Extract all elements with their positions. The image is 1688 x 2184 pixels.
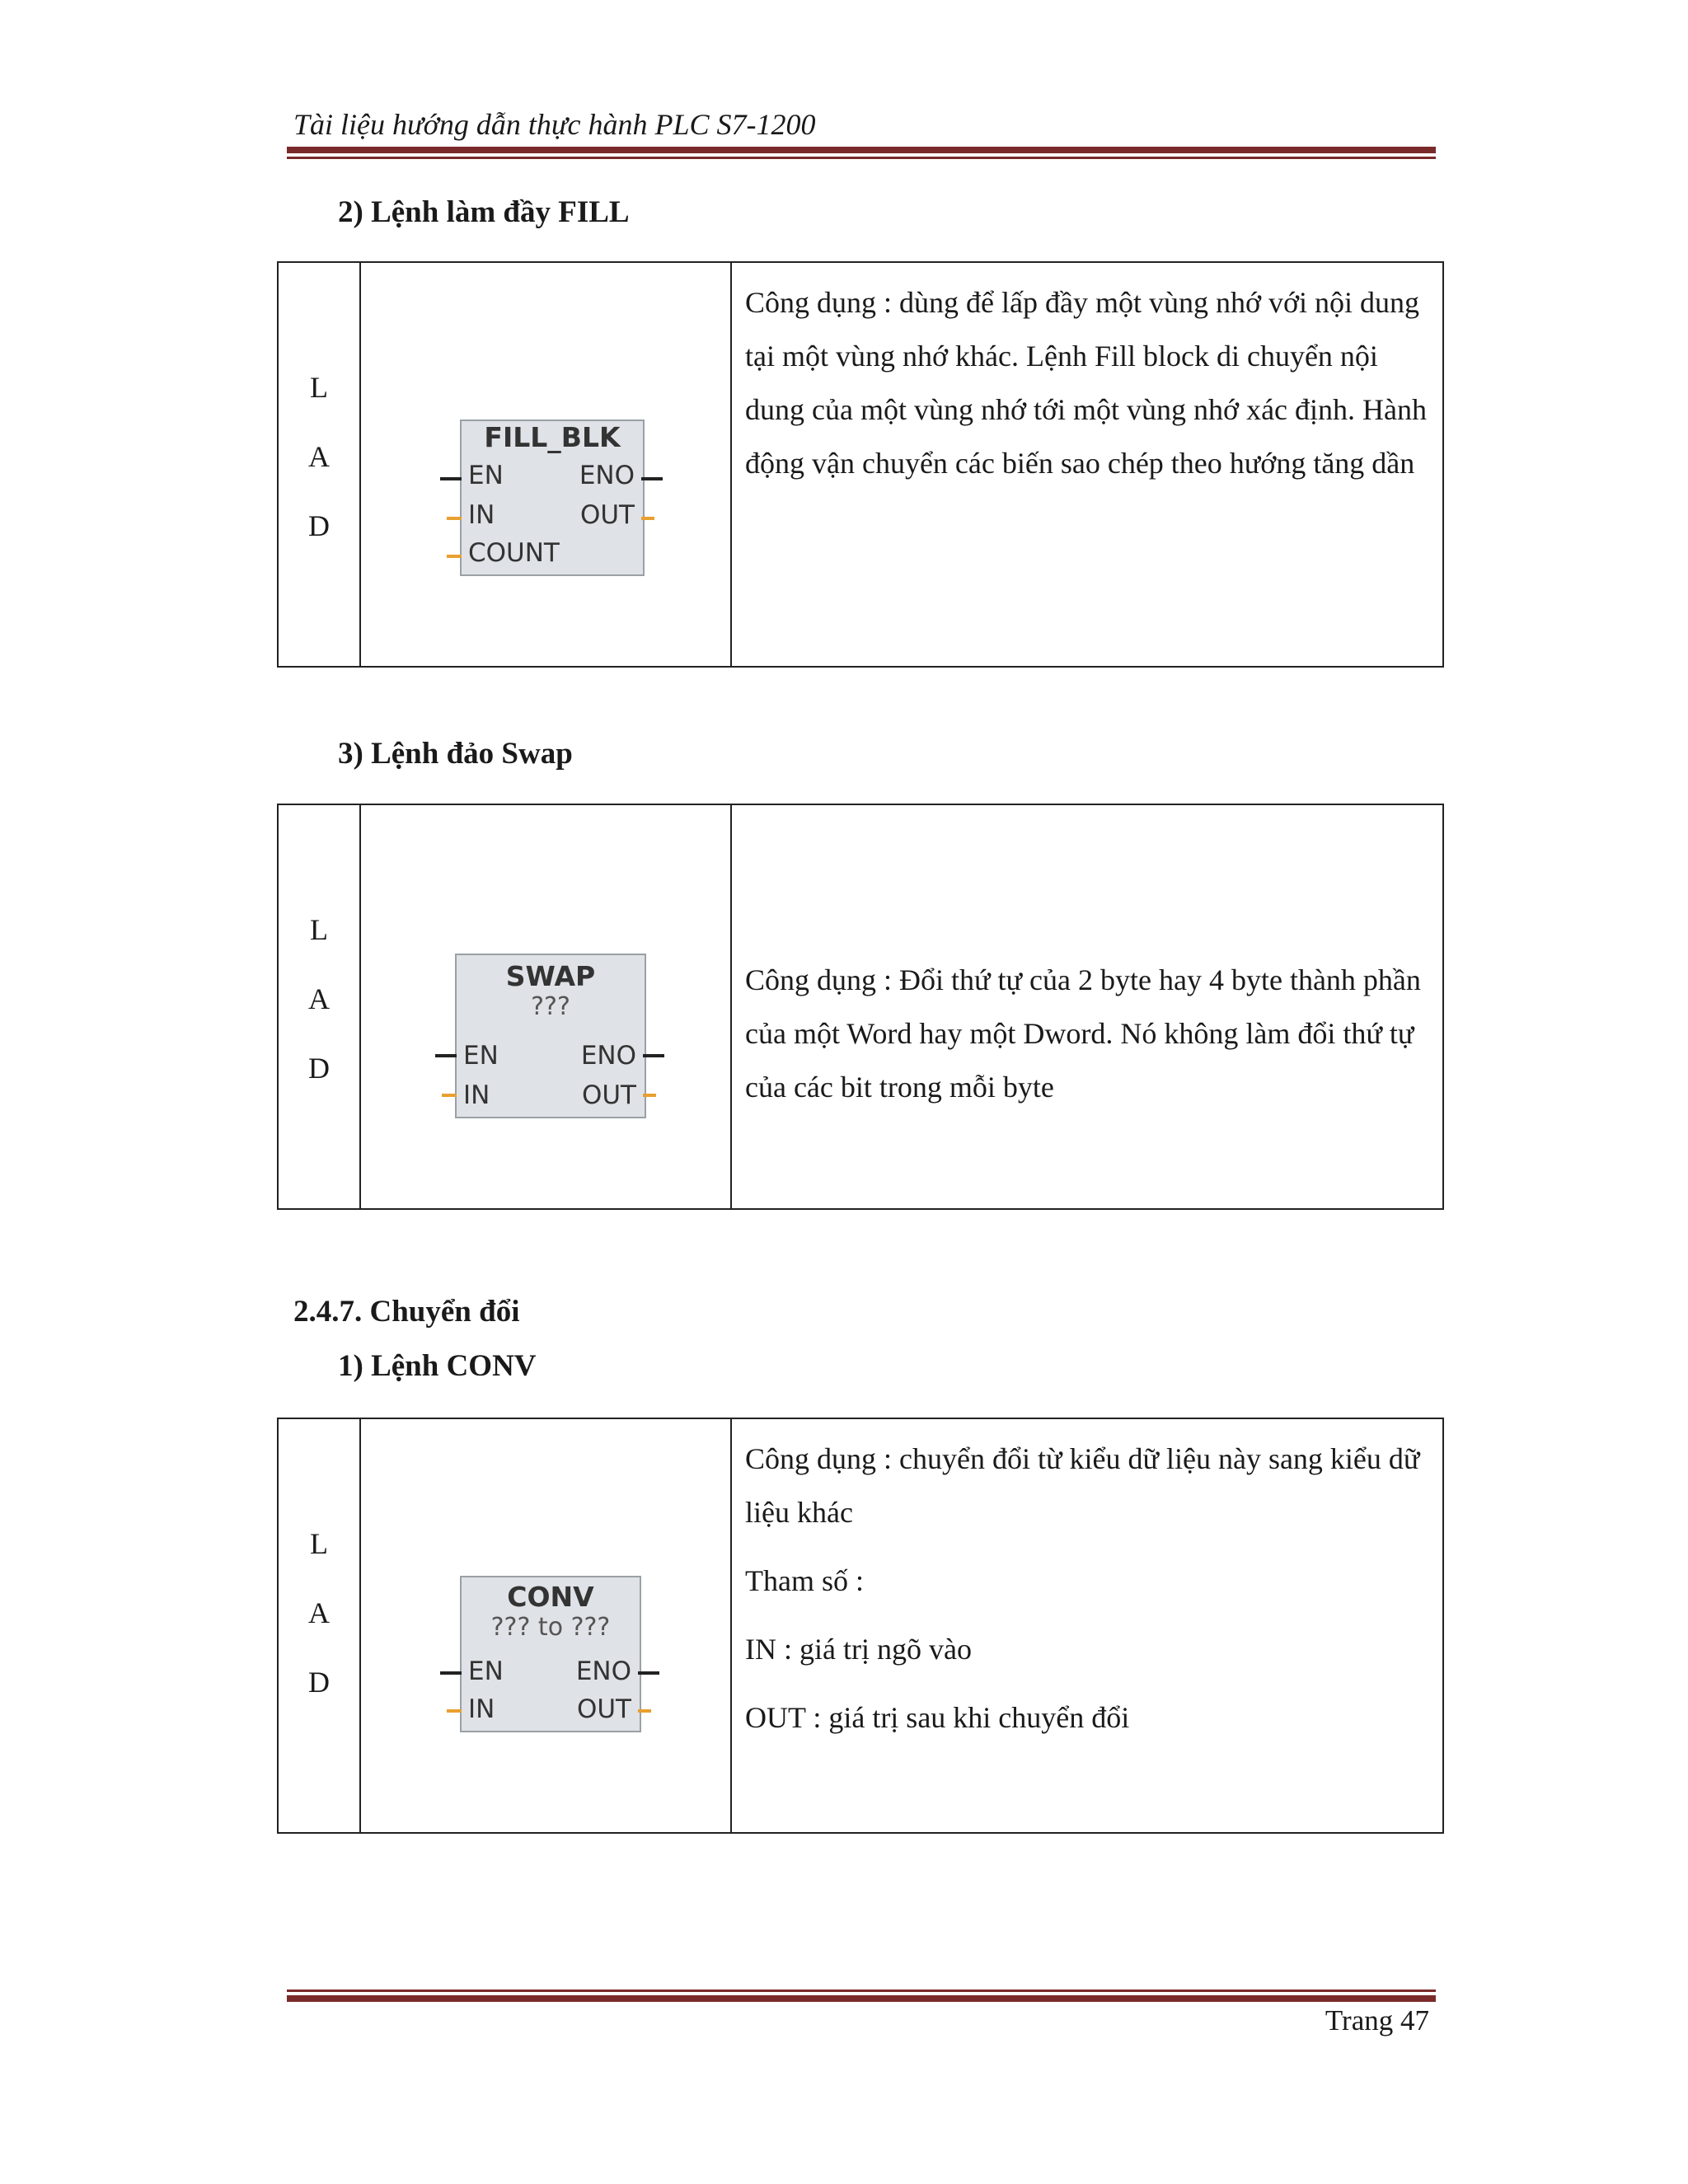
pin-out: OUT [581,1080,636,1110]
description-text: Công dụng : dùng để lấp đầy một vùng nhớ với nội dung tại một vùng nhớ khác. Lệnh Fill block di chuyển nội dung của một vùng nhớ tới một vùng nhớ xác định. Hành động vận chuyển các biến sao chép theo hướng tăng dần [745,286,1428,480]
fill-description-cell [731,262,1443,667]
out-wire [641,517,654,520]
block-title: FILL_BLK [484,421,621,453]
in-wire [442,1094,457,1097]
lad-label-cell [278,262,360,667]
block-subtitle: ??? [531,992,570,1021]
pin-eno: ENO [575,1657,631,1686]
header-rule [287,147,1436,159]
lad-letter: L [310,1527,328,1560]
swap-instruction-table [277,804,1444,1210]
lad-letter: A [308,440,330,473]
conv-instruction-table [277,1418,1444,1834]
en-wire [440,1671,462,1675]
pin-en: EN [463,1041,499,1071]
swap-description-cell [731,804,1443,1209]
lad-letter: A [308,1596,330,1629]
section-heading-fill: 2) Lệnh làm đầy FILL [338,195,630,229]
pin-eno: ENO [580,1041,636,1071]
pin-en: EN [468,1657,504,1686]
lad-letter: D [308,509,330,542]
in-wire [447,1709,462,1713]
lad-label-cell [278,1418,360,1833]
lad-letter: A [308,982,330,1015]
count-wire [447,555,462,558]
footer-rule [287,1990,1436,2002]
in-wire [447,517,462,520]
pin-en: EN [468,461,504,490]
eno-wire [641,477,663,480]
description-text: Công dụng : chuyển đổi từ kiểu dữ liệu này sang kiểu dữ liệu khác [745,1442,1420,1529]
lad-letter: D [308,1052,330,1085]
lad-letter: D [308,1666,330,1699]
fill-block-diagram-cell [360,262,731,667]
lad-letter: L [310,371,328,404]
en-wire [440,477,462,480]
eno-wire [638,1671,659,1675]
page-number: Trang 47 [1325,2004,1429,2036]
pin-in: IN [463,1080,490,1110]
conv-description-cell [731,1418,1443,1833]
swap-block [455,954,646,1118]
conv-block [460,1576,641,1732]
block-title: CONV [507,1581,594,1613]
fill-blk-block [460,419,645,576]
lad-label-cell [278,804,360,1209]
out-wire [643,1094,656,1097]
out-wire [638,1709,651,1713]
section-heading-swap: 3) Lệnh đảo Swap [338,737,573,771]
en-wire [435,1054,457,1057]
fill-instruction-table [277,261,1444,668]
description-text: Công dụng : Đổi thứ tự của 2 byte hay 4 byte thành phần của một Word hay một Dword. Nó không làm đổi thứ tự của các bit trong mỗi byte [745,963,1421,1104]
subsection-heading-conversion: 2.4.7. Chuyển đổi [293,1295,520,1329]
eno-wire [643,1054,664,1057]
pin-eno: ENO [579,461,635,490]
pin-count: COUNT [468,538,560,568]
document-header-title: Tài liệu hướng dẫn thực hành PLC S7-1200 [293,108,816,141]
conv-block-diagram-cell [360,1418,731,1833]
pin-out: OUT [576,1694,631,1724]
pin-out: OUT [579,500,635,530]
section-heading-conv: 1) Lệnh CONV [338,1349,537,1383]
description-params-label: Tham số : [745,1564,864,1597]
swap-block-diagram-cell [360,804,731,1209]
description-param-in: IN : giá trị ngõ vào [745,1633,972,1666]
pin-in: IN [468,500,495,530]
block-title: SWAP [505,960,596,992]
lad-letter: L [310,913,328,946]
pin-in: IN [468,1694,495,1724]
block-subtitle: ??? to ??? [490,1613,611,1642]
description-param-out: OUT : giá trị sau khi chuyển đổi [745,1701,1130,1734]
